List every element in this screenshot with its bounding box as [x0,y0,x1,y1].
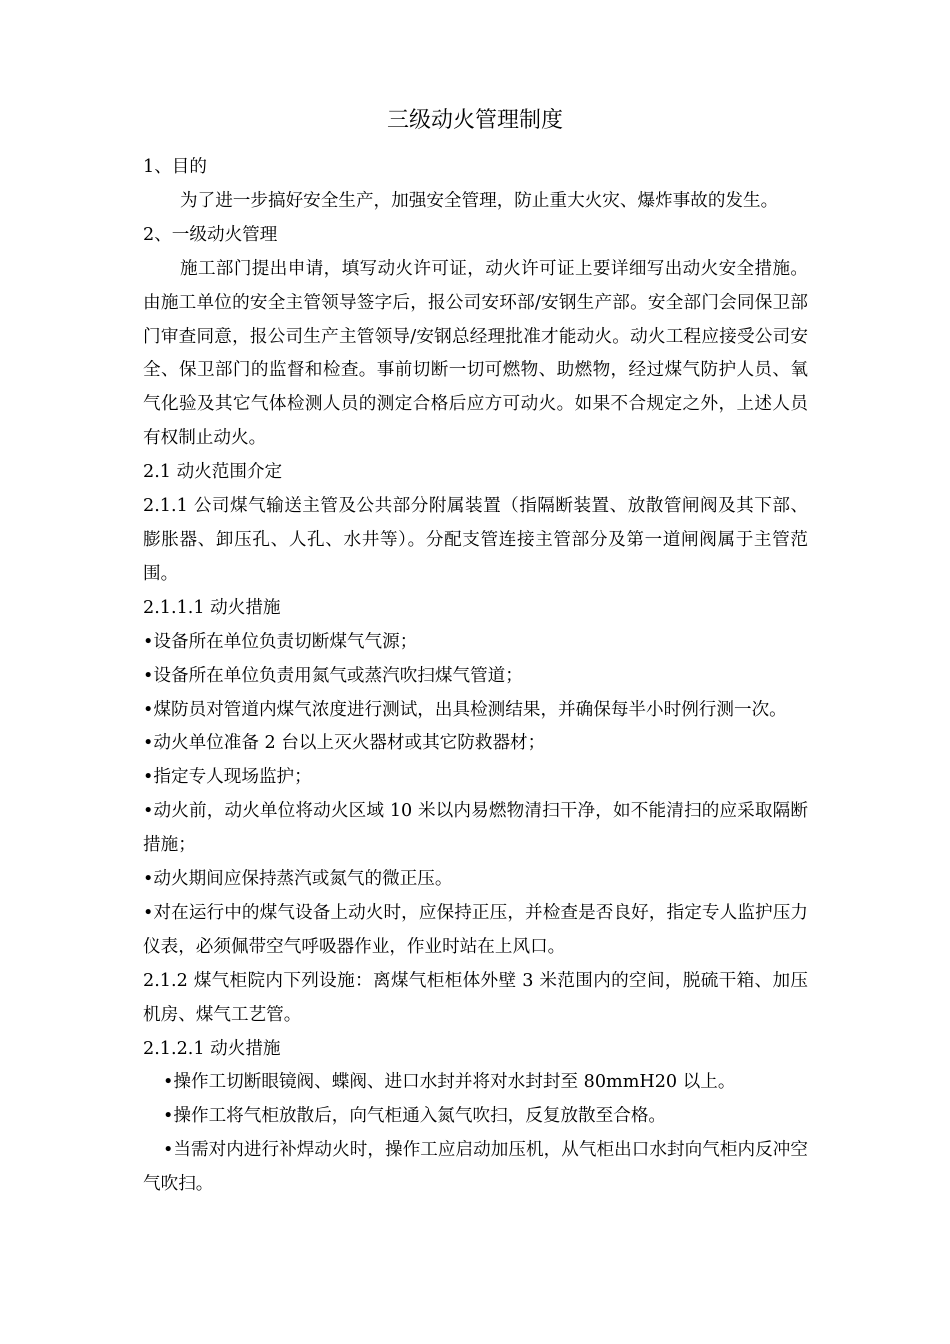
subsection-heading: 2.1.2.1 动火措施 [143,1038,281,1059]
body-paragraph: 2.1.2 煤气柜院内下列设施：离煤气柜柜体外壁 3 米范围内的空间，脱硫干箱、加压机房、煤气工艺管。 [143,970,808,1025]
section-heading: 2、一级动火管理 [143,224,278,245]
body-paragraph: 施工部门提出申请，填写动火许可证，动火许可证上要详细写出动火安全措施。由施工单位的安全主管领导签字后，报公司安环部/安钢生产部。安全部门会同保卫部门审查同意，报公司生产主管领导/安钢总经理批准才能动火。动火工程应接受公司安全、保卫部门的监督和检查。事前切断一切可燃物、助燃物，经过煤气防护人员、氧气化验及其它气体检测人员的测定合格后应方可动火。如果不合规定之外，上述人员有权制止动火。 [143,258,808,449]
bullet-item: •动火期间应保持蒸汽或氮气的微正压。 [143,869,453,890]
bullet-item: •煤防员对管道内煤气浓度进行测试，出具检测结果，并确保每半小时例行测一次。 [143,699,787,720]
bullet-item: •操作工将气柜放散后，向气柜通入氮气吹扫，反复放散至合格。 [163,1106,667,1127]
document-body [143,151,808,1202]
bullet-item: •指定专人现场监护； [143,767,312,788]
document-title: 三级动火管理制度 [386,108,563,133]
bullet-item: •设备所在单位负责用氮气或蒸汽吹扫煤气管道； [143,665,523,686]
section-heading: 1、目的 [143,157,207,177]
bullet-item: •当需对内进行补焊动火时，操作工应启动加压机，从气柜出口水封向气柜内反冲空气吹扫。 [143,1140,808,1195]
subsection-heading: 2.1 动火范围介定 [143,462,283,483]
body-paragraph: 为了进一步搞好安全生产，加强安全管理，防止重大火灾、爆炸事故的发生。 [180,190,779,211]
subsection-heading: 2.1.1.1 动火措施 [143,597,281,618]
bullet-item: •动火单位准备 2 台以上灭火器材或其它防救器材； [143,733,546,754]
body-paragraph: 2.1.1 公司煤气输送主管及公共部分附属装置（指隔断装置、放散管闸阀及其下部、膨胀器、卸压孔、人孔、水井等）。分配支管连接主管部分及第一道闸阀属于主管范围。 [143,496,808,584]
bullet-item: •设备所在单位负责切断煤气气源； [143,631,418,652]
bullet-item: •对在运行中的煤气设备上动火时，应保持正压，并检查是否良好，指定专人监护压力仪表，必须佩带空气呼吸器作业，作业时站在上风口。 [143,902,808,957]
bullet-item: •操作工切断眼镜阀、蝶阀、进口水封并将对水封封至 80mmH20 以上。 [163,1072,736,1093]
bullet-item: •动火前，动火单位将动火区域 10 米以内易燃物清扫干净，如不能清扫的应采取隔断措施； [143,801,808,856]
